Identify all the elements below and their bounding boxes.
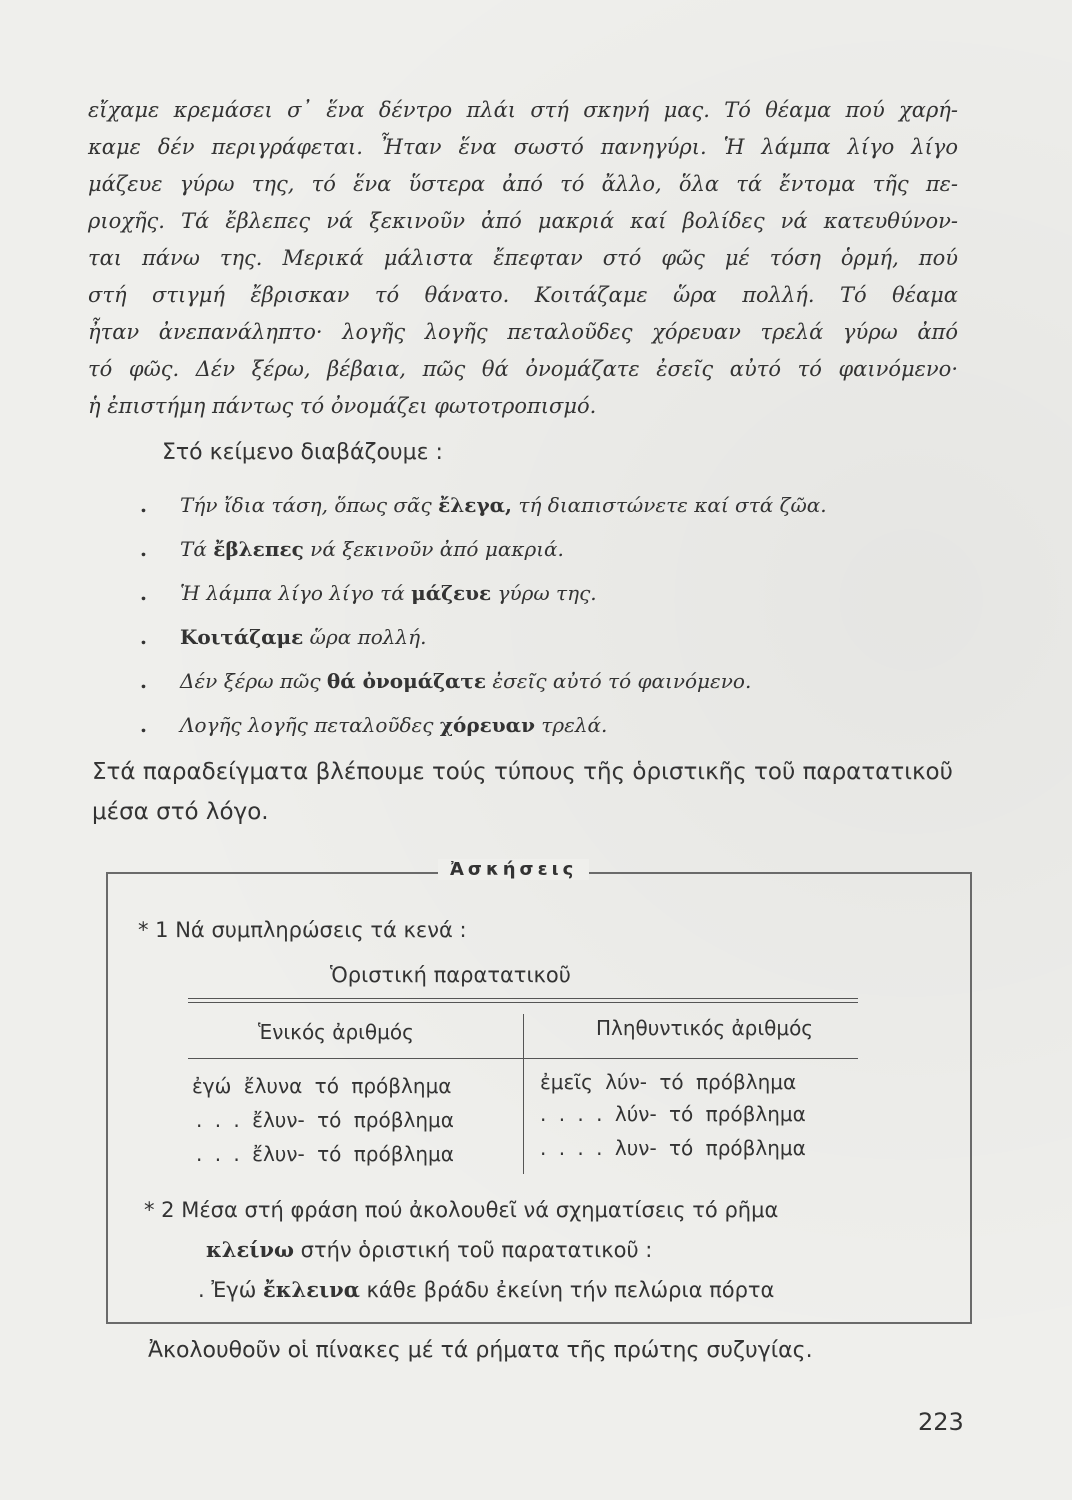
exercise-2 — [144, 1190, 944, 1310]
exercise-2-prompt-rest: στήν ὁριστική τοῦ παρατατικοῦ : — [293, 1238, 653, 1262]
bullet-marker: . — [140, 669, 147, 693]
table-cell: ἐμεῖς λύν- τό πρόβλημα — [540, 1070, 797, 1094]
table-cell: . . . . λύν- τό πρόβλημα — [540, 1102, 806, 1126]
example-verb: χόρευαν — [439, 713, 535, 737]
bullet-marker: . — [140, 625, 147, 649]
paragraph-line: στή στιγμή ἔβρισκαν τό θάνατο. Κοιτάζαμε ὥρα πολλή. Τό θέαμα — [88, 283, 958, 307]
example-text: τή διαπιστώνετε καί στά ζῶα. — [512, 493, 827, 517]
example-text: Τά — [180, 537, 214, 561]
bullet-marker: . — [140, 581, 147, 605]
page-number: 223 — [918, 1408, 964, 1436]
table-divider — [523, 1014, 524, 1174]
exercise-2-example-verb: ἔκλεινα — [262, 1277, 360, 1302]
table-top-rule — [188, 998, 858, 999]
example-text: Ἡ λάμπα λίγο λίγο τά — [180, 581, 412, 605]
table-header-plural: Πληθυντικός ἀριθμός — [596, 1016, 814, 1040]
example-text: Λογῆς λογῆς πεταλοῦδες — [180, 713, 440, 737]
table-header-rule — [188, 1058, 858, 1059]
exercise-2-prompt-cont — [144, 1230, 944, 1270]
exercise-2-prompt: * 2 Μέσα στή φράση πού ἀκολουθεῖ νά σχηματίσεις τό ρῆμα — [144, 1198, 779, 1222]
paragraph-line: εἴχαμε κρεμάσει σ᾿ ἕνα δέντρο πλάι στή σκηνή μας. Τό θέαμα πού χαρή- — [88, 98, 958, 122]
example-verb: Κοιτάζαμε — [180, 625, 304, 649]
table-top-rule — [188, 1002, 858, 1003]
example-verb: ἔβλεπες — [213, 537, 304, 561]
example-text: ἐσεῖς αὐτό τό φαινόμενο. — [486, 669, 752, 693]
example-verb: μάζευε — [411, 581, 492, 605]
example-text: ὥρα πολλή. — [303, 625, 427, 649]
exercise-2-verb: κλείνω — [206, 1237, 294, 1262]
list-item — [140, 483, 960, 527]
example-text: Δέν ξέρω πῶς — [180, 669, 327, 693]
table-header-singular: Ἑνικός ἀριθμός — [258, 1020, 414, 1044]
example-text: Τήν ἴδια τάση, ὅπως σᾶς — [180, 493, 439, 517]
paragraph-line: καμε δέν περιγράφεται. Ἦταν ἕνα σωστό πανηγύρι. Ἡ λάμπα λίγο λίγο — [88, 135, 958, 159]
exercise-2-example — [144, 1270, 944, 1310]
following-note: Ἀκολουθοῦν οἱ πίνακες μέ τά ρήματα τῆς πρώτης συζυγίας. — [148, 1338, 813, 1363]
example-list — [140, 483, 960, 747]
exercise-2-example-end: κάθε βράδυ ἐκείνη τήν πελώρια πόρτα — [359, 1278, 775, 1302]
example-verb: θά ὀνομάζατε — [326, 669, 487, 693]
table-cell: . . . ἔλυν- τό πρόβλημα — [196, 1142, 454, 1166]
exercise-2-example-start: . Ἐγώ — [198, 1278, 263, 1302]
exercises-box — [106, 859, 972, 1324]
story-paragraph — [88, 92, 958, 425]
list-item — [140, 615, 960, 659]
table-cell: ἐγώ ἔλυνα τό πρόβλημα — [192, 1074, 452, 1098]
bullet-marker: . — [140, 713, 147, 737]
table-caption: Ὁριστική παρατατικοῦ — [330, 963, 571, 987]
bullet-marker: . — [140, 537, 147, 561]
paragraph-line: μάζευε γύρω της, τό ἕνα ὕστερα ἀπό τό ἄλλο, ὅλα τά ἔντομα τῆς πε- — [88, 172, 958, 196]
list-item — [140, 527, 960, 571]
table-cell: . . . ἔλυν- τό πρόβλημα — [196, 1108, 454, 1132]
exercise-1-prompt: * 1 Νά συμπληρώσεις τά κενά : — [138, 918, 467, 942]
examples-summary: Στά παραδείγματα βλέπουμε τούς τύπους τῆς ὁριστικῆς τοῦ παρατατικοῦ μέσα στό λόγο. — [92, 759, 953, 825]
list-item — [140, 659, 960, 703]
bullet-marker: . — [140, 493, 147, 517]
table-cell: . . . . λυν- τό πρόβλημα — [540, 1136, 806, 1160]
list-item — [140, 703, 960, 747]
paragraph-line: ριοχῆς. Τά ἔβλεπες νά ξεκινοῦν ἀπό μακριά καί βολίδες νά κατευθύνον- — [88, 209, 958, 233]
paragraph-line: ται πάνω της. Μερικά μάλιστα ἔπεφταν στό φῶς μέ τόση ὁρμή, πού — [88, 246, 958, 270]
paragraph-line: ἦταν ἀνεπανάληπτο· λογῆς λογῆς πεταλοῦδες χόρευαν τρελά γύρω ἀπό — [88, 320, 958, 344]
paragraph-line: ἡ ἐπιστήμη πάντως τό ὀνομάζει φωτοτροπισμό. — [88, 394, 597, 418]
examples-intro: Στό κείμενο διαβάζουμε : — [162, 440, 443, 465]
paragraph-line: τό φῶς. Δέν ξέρω, βέβαια, πῶς θά ὀνομάζατε ἐσεῖς αὐτό τό φαινόμενο· — [88, 357, 958, 381]
example-text: γύρω της. — [491, 581, 597, 605]
exercises-title: Ἀσκήσεις — [438, 859, 589, 880]
example-verb: ἔλεγα, — [438, 493, 513, 517]
list-item — [140, 571, 960, 615]
example-text: τρελά. — [534, 713, 608, 737]
example-text: νά ξεκινοῦν ἀπό μακριά. — [303, 537, 564, 561]
